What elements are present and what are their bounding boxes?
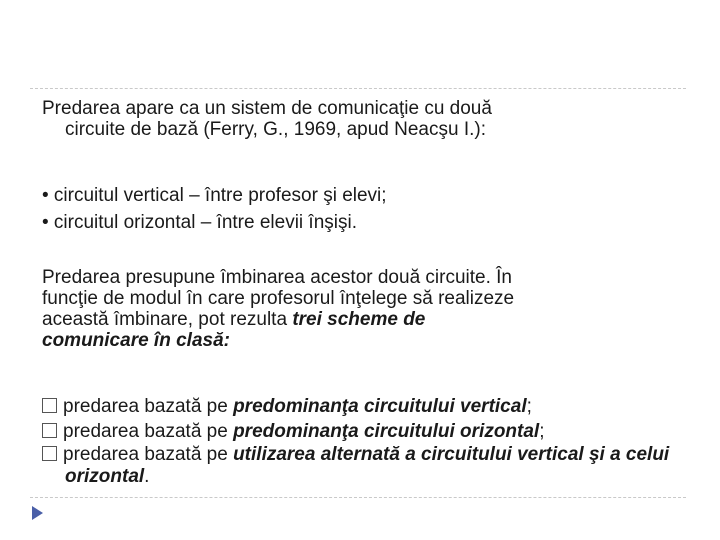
bottom-divider xyxy=(30,497,686,498)
checkbox-bullet-icon xyxy=(42,398,57,413)
combination-paragraph xyxy=(42,267,705,351)
combination-emphasis-1: trei scheme de xyxy=(292,309,426,330)
scheme-emphasis: utilizarea alternată a circuitului vertical şi a celui orizontal xyxy=(65,444,670,487)
schemes-list xyxy=(42,394,705,488)
circuit-vertical: • circuitul vertical – între profesor şi elevi; xyxy=(42,185,387,206)
combination-line-2: funcţie de modul în care profesorul înţelege să realizeze xyxy=(42,288,515,309)
checkbox-bullet-icon xyxy=(42,446,57,461)
scheme-tail: ; xyxy=(539,421,545,442)
scheme-text: predarea bazată pe xyxy=(63,444,234,465)
scheme-item-alternating xyxy=(42,444,705,488)
circuits-list xyxy=(42,182,682,236)
intro-line-2: circuite de bază (Ferry, G., 1969, apud Neacşu I.): xyxy=(65,119,487,140)
scheme-item-horizontal xyxy=(42,419,705,444)
scheme-tail: ; xyxy=(526,396,532,417)
circuit-horizontal: • circuitul orizontal – între elevii înşişi. xyxy=(42,212,357,233)
scheme-text: predarea bazată pe xyxy=(63,396,234,417)
combination-line-3 xyxy=(42,309,705,330)
scheme-text: predarea bazată pe xyxy=(63,421,234,442)
intro-line-1: Predarea apare ca un sistem de comunicaţie cu două xyxy=(42,98,492,119)
intro-paragraph xyxy=(42,98,705,140)
combination-line-3-text: această îmbinare, pot rezulta xyxy=(42,309,293,330)
scheme-item-vertical xyxy=(42,394,705,419)
top-divider xyxy=(30,88,686,89)
combination-line-1: Predarea presupune îmbinarea acestor două circuite. În xyxy=(42,267,512,288)
scheme-tail: . xyxy=(144,466,150,487)
slide-marker-arrow-icon xyxy=(32,506,43,520)
scheme-emphasis: predominanţa circuitului vertical xyxy=(233,396,527,417)
combination-line-4 xyxy=(42,330,705,351)
checkbox-bullet-icon xyxy=(42,423,57,438)
combination-emphasis-2: comunicare în clasă: xyxy=(42,330,230,351)
scheme-emphasis: predominanţa circuitului orizontal xyxy=(233,421,540,442)
